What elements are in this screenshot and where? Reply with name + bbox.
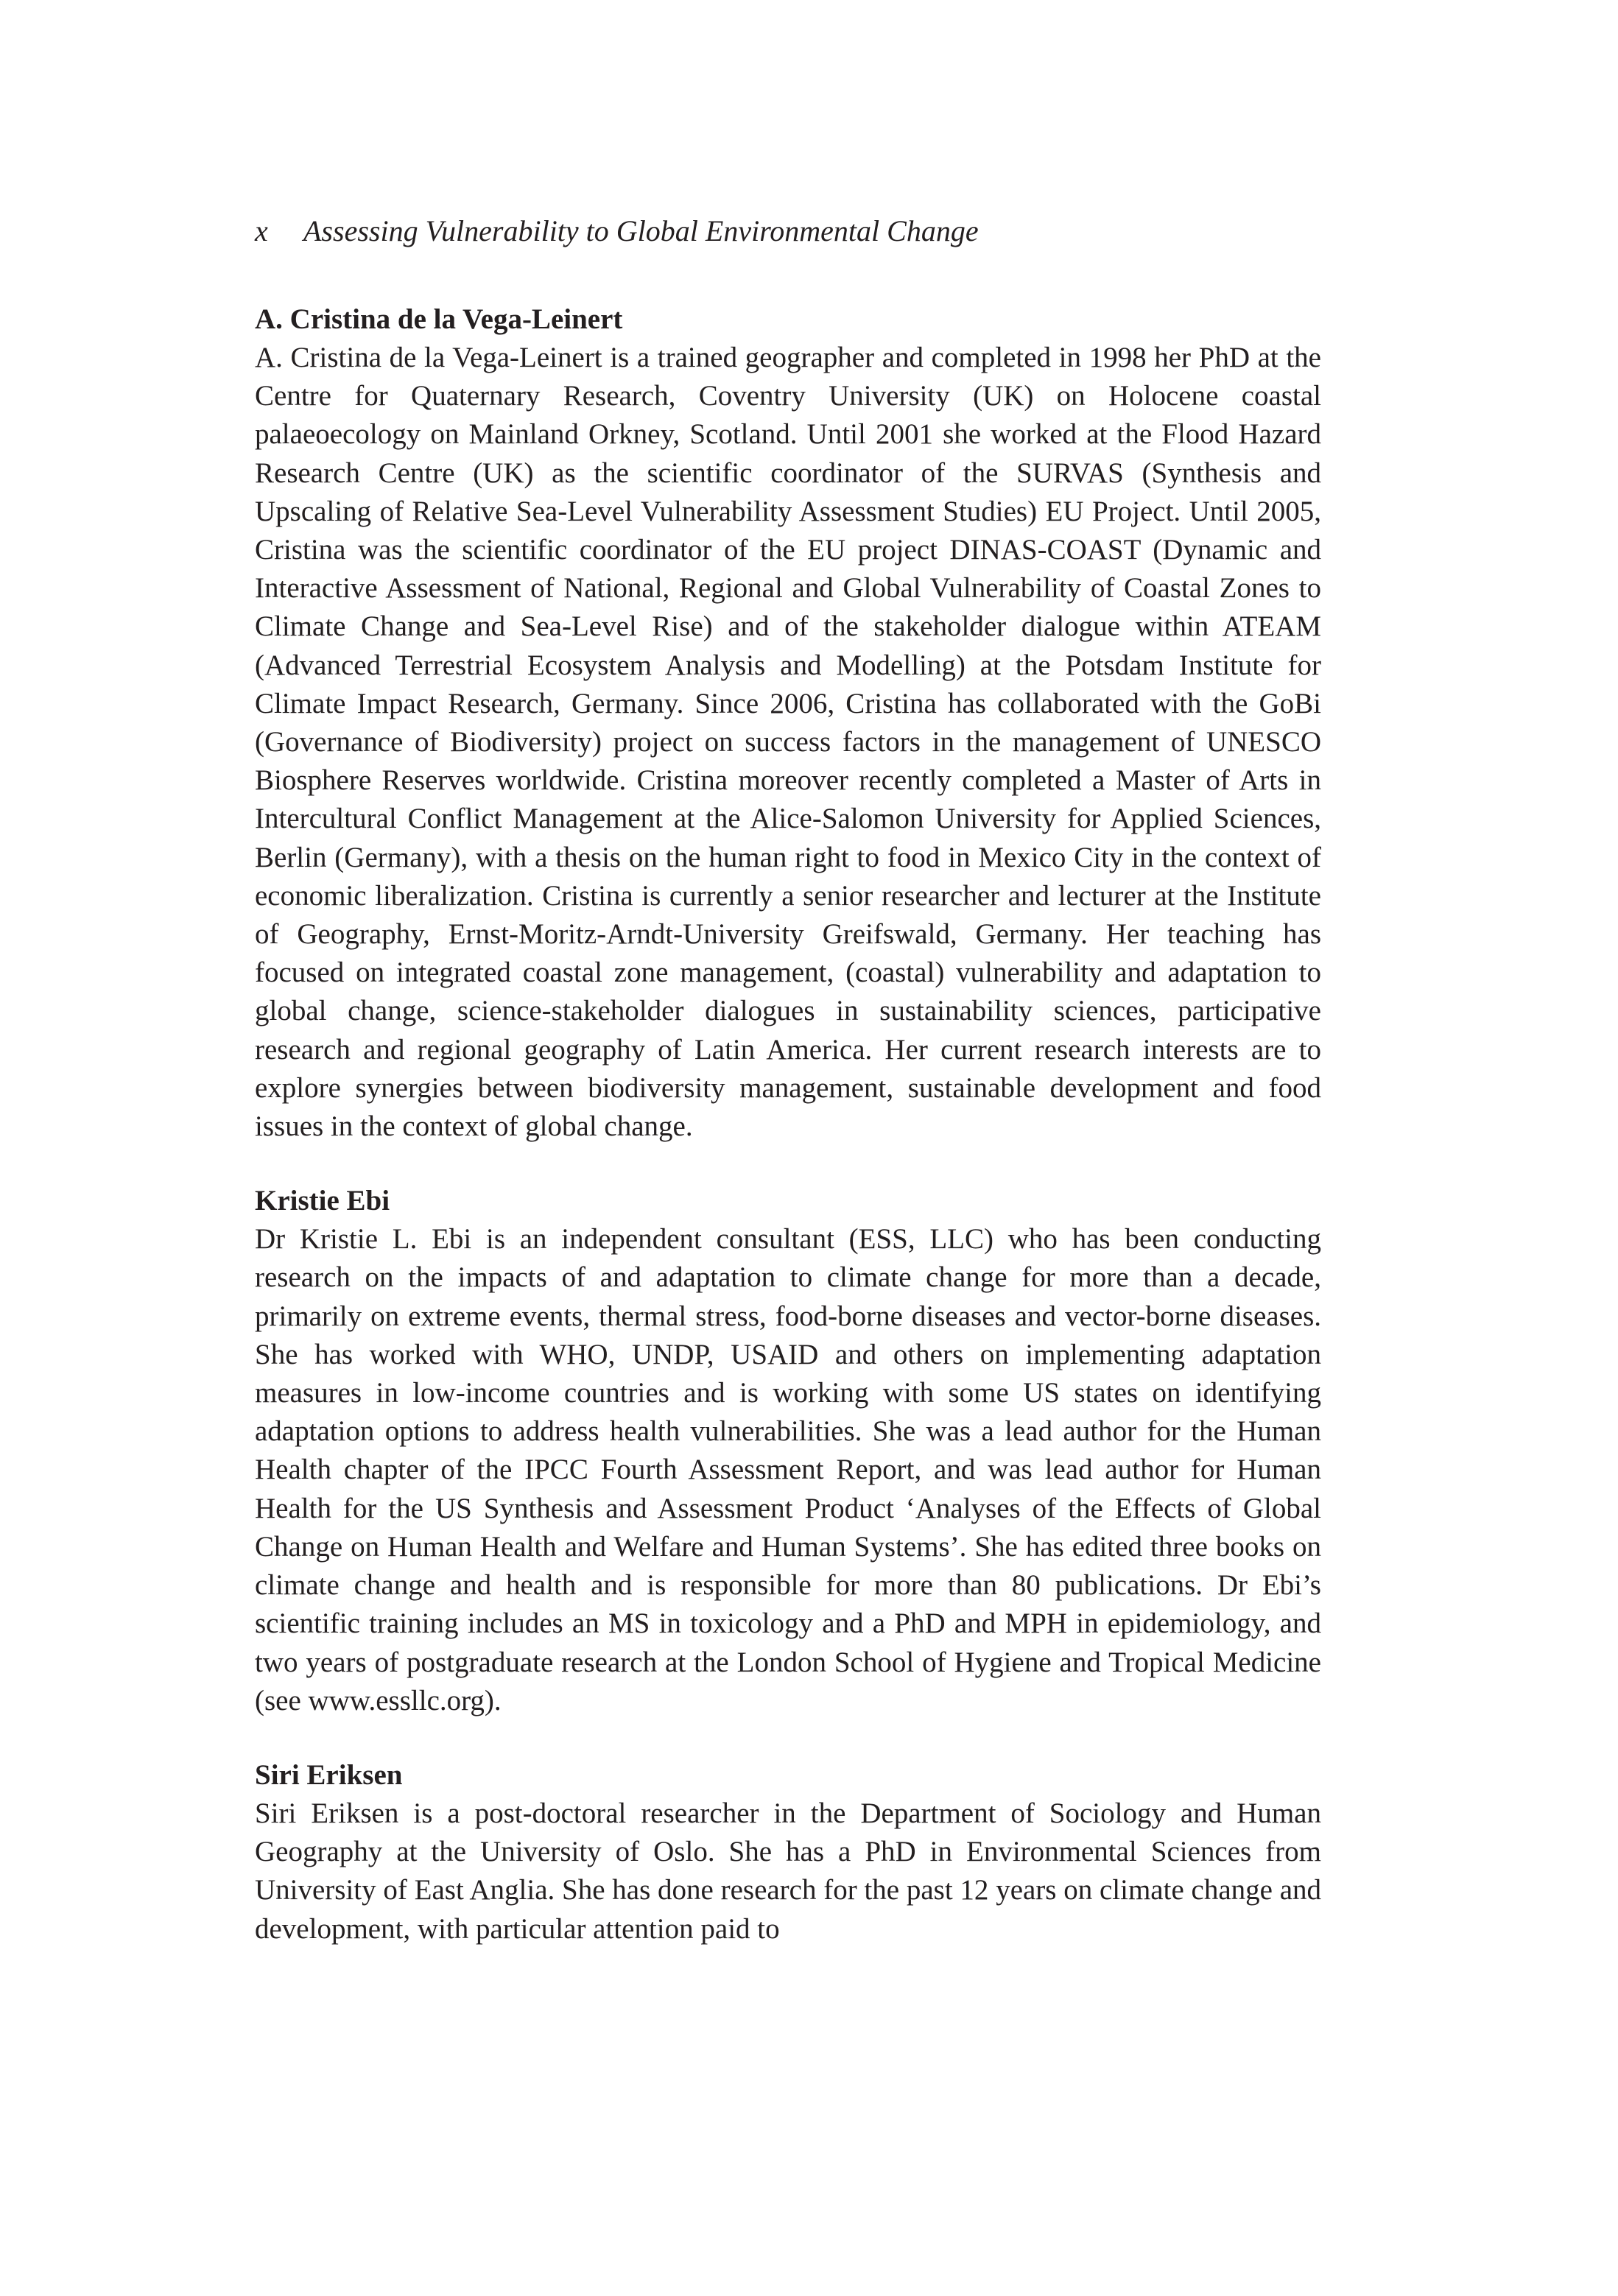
page-body — [255, 300, 1321, 1984]
contributor-entry — [255, 1181, 1321, 1720]
contributor-bio: Dr Kristie L. Ebi is an independent consultant (ESS, LLC) who has been conducting research on the impacts of and adaptation to climate change for more than a decade, primarily on extreme events, thermal stress, food-borne diseases and vector-borne diseases. She has worked with WHO, UNDP, USAID and others on implementing adaptation measures in low-income countries and is working with some US states on identifying adaptation options to address health vulnerabilities. She was a lead author for the Human Health chapter of the IPCC Fourth Assessment Report, and was lead author for Human Health for the US Synthesis and Assessment Product ‘Analyses of the Effects of Global Change on Human Health and Welfare and Human Systems’. She has edited three books on climate change and health and is responsible for more than 80 publications. Dr Ebi’s scientific training includes an MS in toxicology and a PhD and MPH in epidemiology, and two years of postgraduate research at the London School of Hygiene and Tropical Medicine (see www.essllc.org). — [255, 1223, 1321, 1716]
contributor-bio: Siri Eriksen is a post-doctoral researcher in the Department of Sociology and Human Geography at the University of Oslo. She has a PhD in Environmental Sciences from University of East Anglia. She has done research for the past 12 years on climate change and development, with particular attention paid to — [255, 1797, 1321, 1945]
contributor-entry — [255, 1756, 1321, 1948]
contributor-name: Kristie Ebi — [255, 1185, 390, 1217]
contributor-bio: A. Cristina de la Vega-Leinert is a trained geographer and completed in 1998 her PhD at the Centre for Quaternary Research, Coventry University (UK) on Holocene coastal palaeoecology on Mainland Orkney, Scotland. Until 2001 she worked at the Flood Hazard Research Centre (UK) as the scientific coordinator of the SURVAS (Synthesis and Upscaling of Relative Sea-Level Vulnerability Assessment Studies) EU Project. Until 2005, Cristina was the scientific coordinator of the EU project DINAS-COAST (Dynamic and Interactive Assessment of National, Regional and Global Vulnerability of Coastal Zones to Climate Change and Sea-Level Rise) and of the stakeholder dialogue within ATEAM (Advanced Terrestrial Ecosystem Analysis and Modelling) at the Potsdam Institute for Climate Impact Research, Germany. Since 2006, Cristina has collaborated with the GoBi (Governance of Biodiversity) project on success factors in the management of UNESCO Biosphere Reserves worldwide. Cristina moreover recently completed a Master of Arts in Intercultural Conflict Management at the Alice-Salomon University for Applied Sciences, Berlin (Germany), with a thesis on the human right to food in Mexico City in the context of economic liberalization. Cristina is currently a senior researcher and lecturer at the Institute of Geography, Ernst-Moritz-Arndt-University Greifswald, Germany. Her teaching has focused on integrated coastal zone management, (coastal) vulnerability and adaptation to global change, science-stakeholder dialogues in sustainability sciences, participative research and regional geography of Latin America. Her current research interests are to explore synergies between biodiversity management, sustainable development and food issues in the context of global change. — [255, 342, 1321, 1143]
contributor-entry — [255, 300, 1321, 1146]
running-header — [255, 214, 979, 248]
book-title: Assessing Vulnerability to Global Environmental Change — [303, 214, 979, 247]
page-number: x — [255, 214, 268, 247]
contributor-name: Siri Eriksen — [255, 1758, 403, 1791]
contributor-name: A. Cristina de la Vega-Leinert — [255, 303, 623, 335]
